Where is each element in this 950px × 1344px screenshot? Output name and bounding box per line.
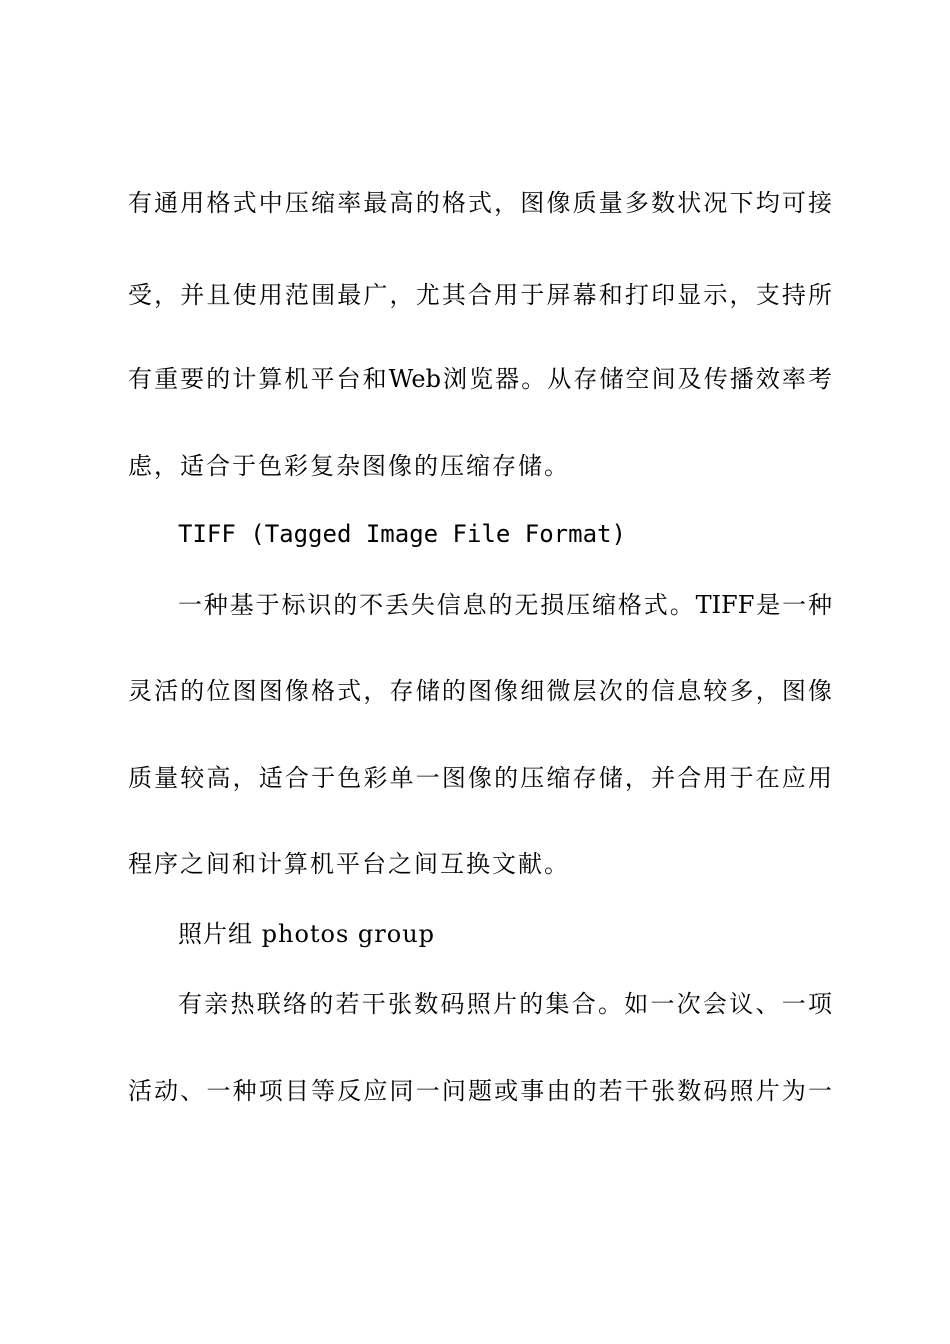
paragraph-line: 质量较高，适合于色彩单一图像的压缩存储，并合用于在应用 — [128, 764, 832, 792]
paragraph-line: 受，并且使用范围最广，尤其合用于屏幕和打印显示，支持所 — [128, 281, 832, 309]
paragraph-line: 有通用格式中压缩率最高的格式，图像质量多数状况下均可接 — [128, 189, 832, 217]
paragraph-line: 有亲热联络的若干张数码照片的集合。如一次会议、一项 — [178, 990, 832, 1018]
paragraph-line: 一种基于标识的不丢失信息的无损压缩格式。TIFF是一种 — [178, 591, 832, 619]
section-heading-photos-group: 照片组 photos group — [178, 920, 436, 948]
paragraph-line: 灵活的位图图像格式，存储的图像细微层次的信息较多，图像 — [128, 677, 832, 705]
paragraph-line: 活动、一种项目等反应同一问题或事由的若干张数码照片为一 — [128, 1077, 832, 1105]
paragraph-line: 有重要的计算机平台和Web浏览器。从存储空间及传播效率考 — [128, 365, 832, 393]
paragraph-line: 虑，适合于色彩复杂图像的压缩存储。 — [128, 452, 570, 480]
section-heading-tiff: TIFF (Tagged Image File Format) — [178, 520, 626, 548]
paragraph-line: 程序之间和计算机平台之间互换文献。 — [128, 850, 570, 878]
